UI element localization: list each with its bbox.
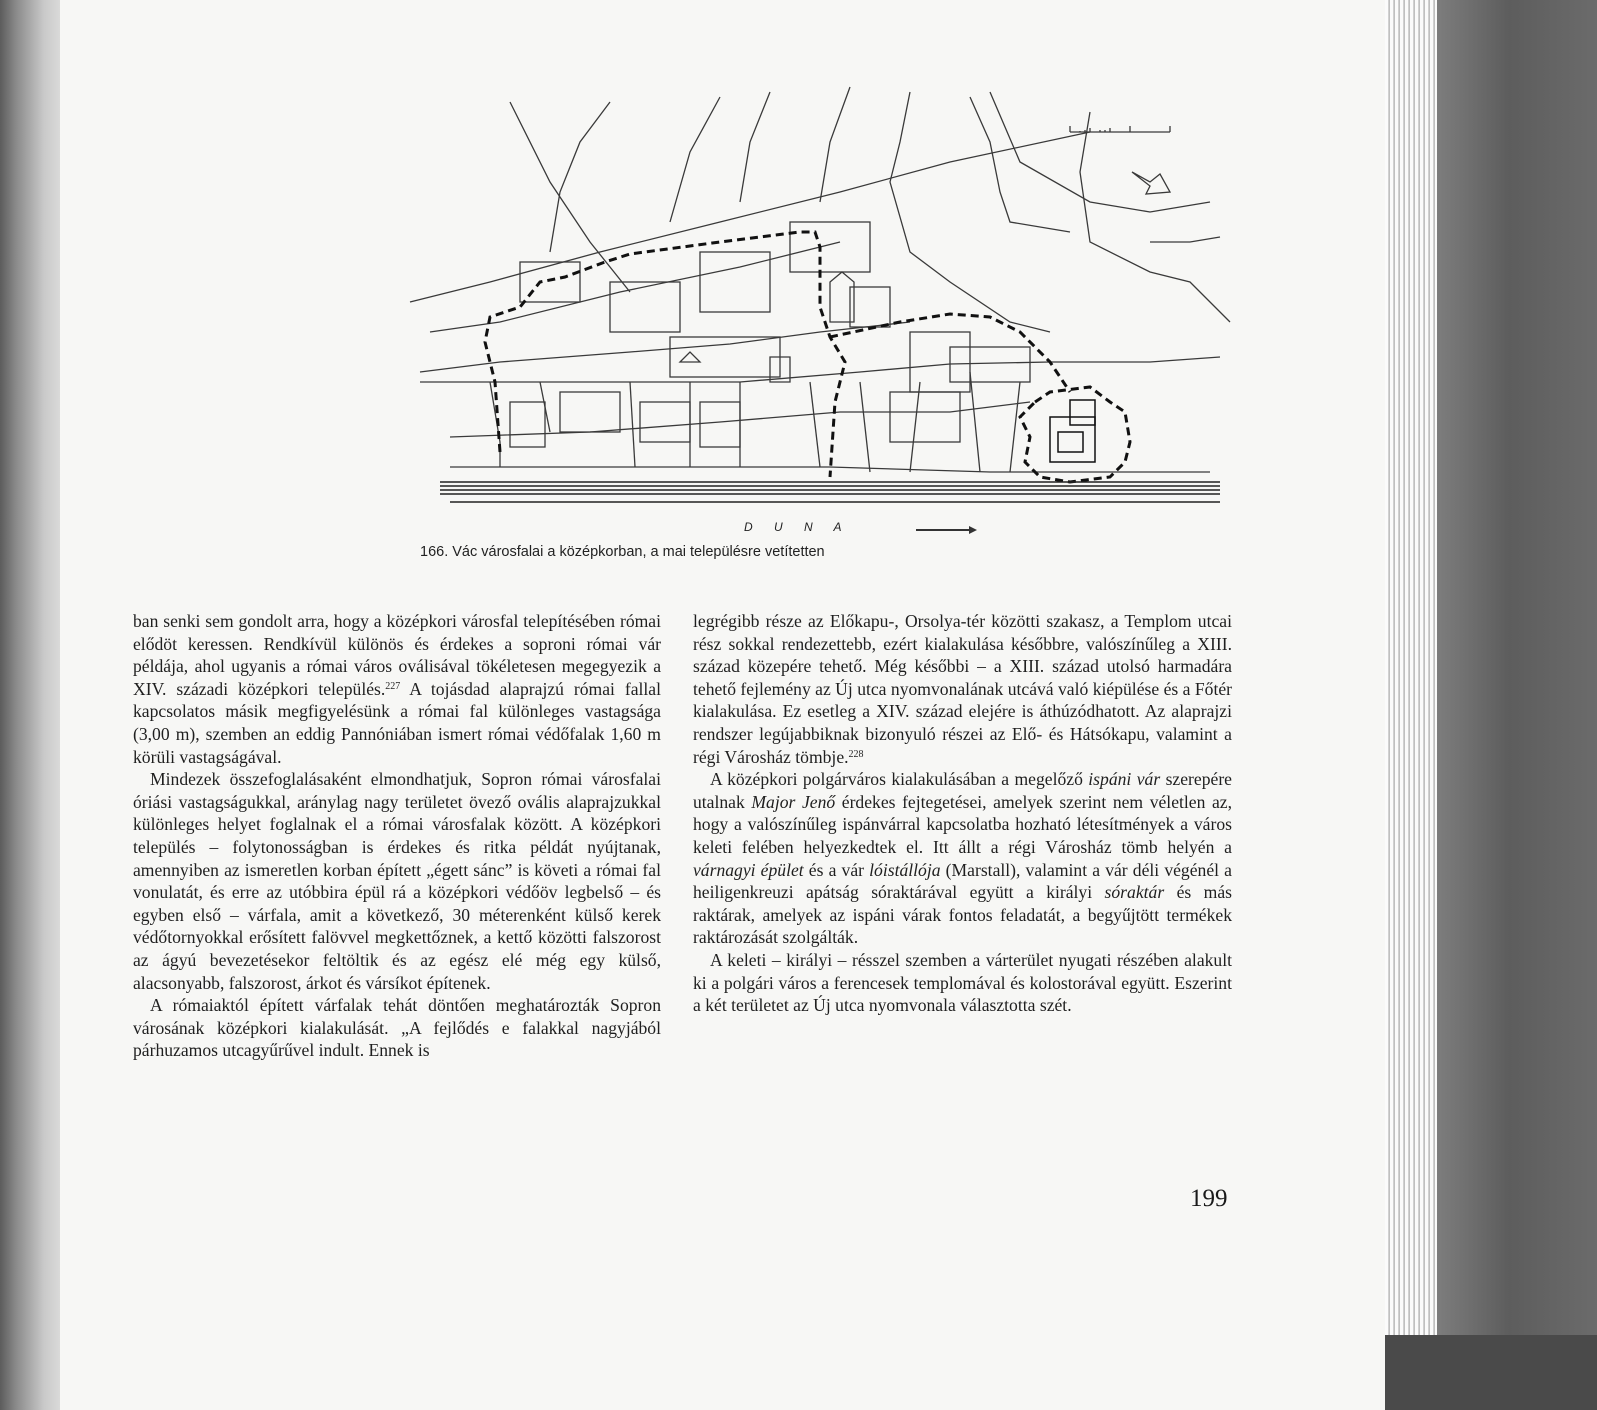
scanner-background [1385,1335,1597,1410]
text-run: és a vár [803,859,870,880]
right-paragraph-2 [693,768,1232,949]
street-lines [410,87,1230,472]
left-paragraph-1 [133,610,661,768]
north-arrow-icon [1132,172,1170,194]
flow-arrow-icon [916,529,974,531]
right-text-column [693,610,1232,1017]
figure-caption: 166. Vác városfalai a középkorban, a mai településre vetítetten [420,544,825,560]
italic-term: sóraktár [1104,882,1165,903]
text-run: érdekes fejtegetései, amelyek szerint nem véletlen az, hogy a valószínűleg ispánvárral kapcsolatba hozható létesítmények a város keleti felében helyezkedtek el. Itt állt a régi Városház tömb helyén a [693,791,1232,857]
italic-term: lóistállója [869,859,941,880]
footnote-ref: 227 [385,680,401,692]
river-label: D U N A [744,520,851,534]
medieval-wall-dashed [485,232,1130,482]
page-number: 199 [1190,1185,1228,1212]
left-paragraph-2: Mindezek összefoglalásaként elmondhatjuk, Sopron római városfalai óriási vastagságukkal, aránylag nagy területet övező ovális alaprajzukkal különleges helyet foglalnak el a római városfalak között. A középkori település – folytonosságban is érdekes és ritka példát nyújtanak, amennyiben az ismeretlen korban épített „égett sánc” is követi a római fal vonulatát, és erre az utóbbira épül rá a középkori védőöv legbelső – és egyben első – várfala, amit a következő, 30 méterenként külső kerek védőtornyokkal erősített falövvel megkettőznek, a kettő közötti falszorost az ágyú bevezetésekor feltöltik és az egész elé még egy külső, alacsonyabb, falszorost, árkot és vársíkot építenek. [133,769,661,993]
text-run: szerepére utalnak [693,769,1232,812]
left-text-column [133,610,661,1062]
text-run: és más raktárak, amelyek az ispáni várak fontos feladatát, a begyűjtött termékek raktározását szolgálták. [693,882,1232,948]
book-cover [1437,0,1597,1410]
left-p1-cont: A tojásdad alaprajzú római fallal kapcsolatos másik megfigyelésünk a római fal különleges vastagsága (3,00 m), szemben an eddig Pannóniában ismert római védőfalak 1,60 m körüli vastagságával. [133,678,661,767]
left-p1-text: ban senki sem gondolt arra, hogy a középkori városfal telepítésében római elődöt keressen. Rendkívül különös és érdekes a soproni római vár példája, ahol ugyanis a római város oválisával tökéletesen megegyezik a XIV. századi középkori település. [133,611,661,699]
right-paragraph-1 [693,610,1232,768]
scale-bar [1070,126,1170,132]
text-run: (Marstall), valamint a vár déli végénél a heiligenkreuzi apátság sóraktárával együtt a királyi [693,859,1232,903]
footnote-ref: 228 [848,748,864,760]
italic-term: várnagyi épület [693,859,804,880]
text-run: A középkori polgárváros kialakulásában a megelőző [710,769,1089,790]
page-edges [1385,0,1437,1410]
right-paragraph-3: A keleti – királyi – résszel szemben a várterület nyugati részében alakult ki a polgári város a ferencesek templomával és kolostorával együtt. Eszerint a két területet az Új utca nyomvonala választotta szét. [693,949,1232,1016]
italic-term: ispáni vár [1088,769,1161,790]
left-paragraph-3: A rómaiaktól épített várfalak tehát döntően meghatározták Sopron városának középkori kialakulását. „A fejlődés e falakkal nagyjából párhuzamos utcagyűrűvel indult. Ennek is [133,995,661,1061]
italic-term: Major Jenő [751,791,836,812]
castle-plan [1050,400,1095,462]
danube-riverbank [440,482,1220,502]
right-p1-text: legrégibb része az Előkapu-, Orsolya-tér közötti szakasz, a Templom utcai rész sokkal rendezettebb, ezért kialakulása későbbre, valószínűleg a XIII. század közepére tehető. Még későbbi – a XIII. század utolsó harmadára tehető fejlemény az Új utca nyomvonalának utcává való kiépülése és a Főtér kialakulása. Ez esetleg a XIV. század elejére is áthúzódhatott. Az alaprajzi rendszer legújabbiknak bizonyuló részei az Elő- és Hátsókapu, valamint a régi Városház tömbje. [693,611,1232,767]
vac-town-wall-map [390,82,1240,532]
